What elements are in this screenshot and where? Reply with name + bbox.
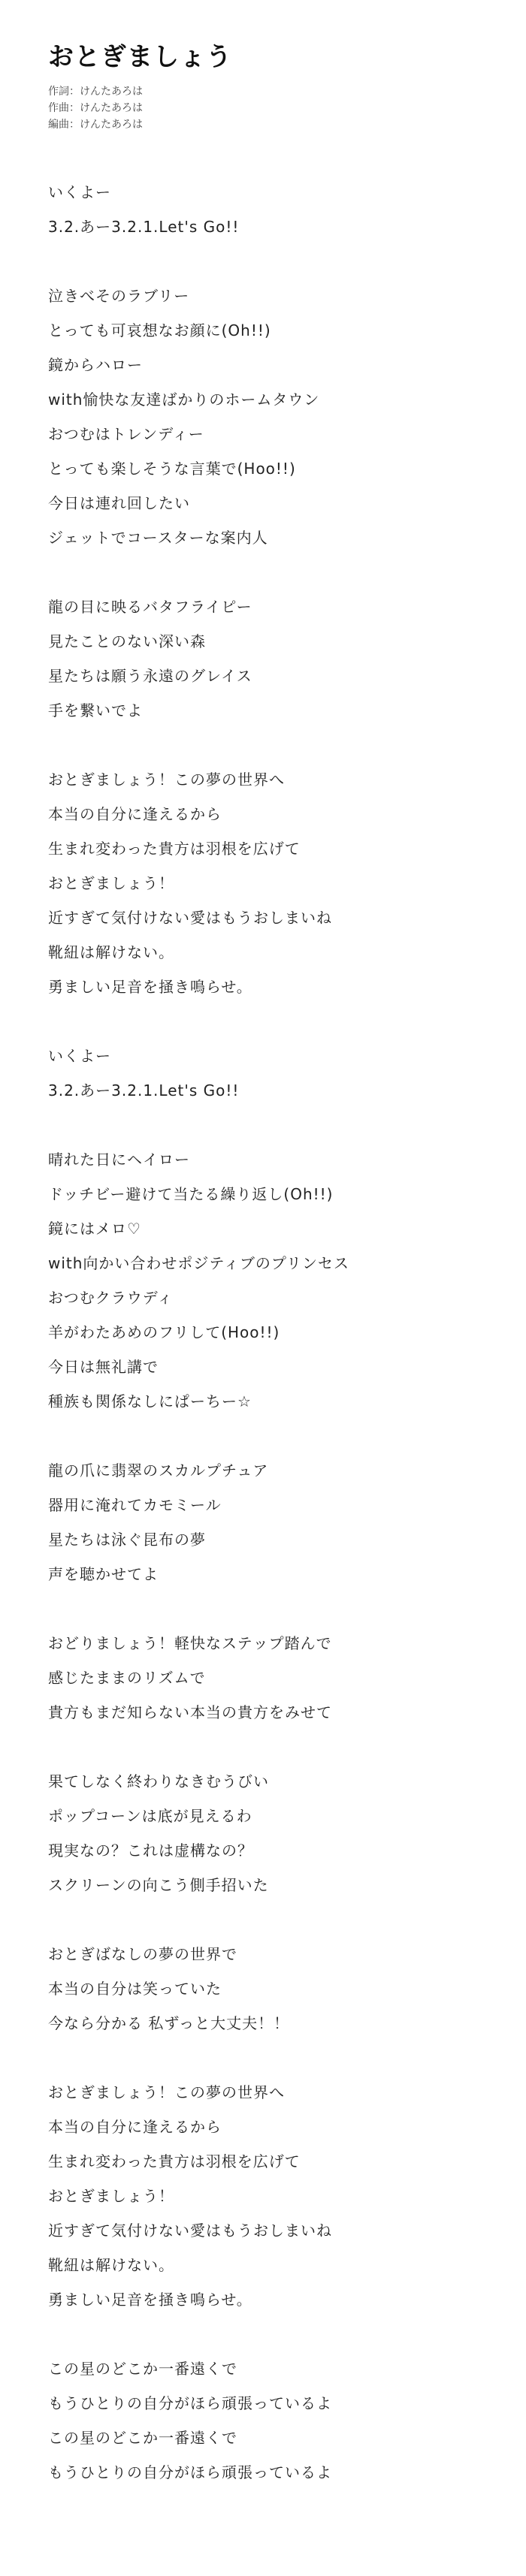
lyric-line: ドッチビー避けて当たる繰り返し(Oh!!) <box>48 1185 334 1203</box>
lyrics-stanza <box>48 1142 478 1419</box>
lyric-line: 現実なの？これは虚構なの？ <box>48 1842 253 1860</box>
lyrics-stanza <box>48 279 478 555</box>
lyric-line: 本当の自分に逢えるから <box>48 805 222 823</box>
lyric-line: 器用に淹れてカモミール <box>48 1496 222 1514</box>
lyric-line: 3.2.あー3.2.1.Let's Go!! <box>48 218 240 236</box>
lyric-line: 星たちは泳ぐ昆布の夢 <box>48 1531 206 1549</box>
lyrics-body <box>48 175 478 2490</box>
lyric-line: 近すぎて気付けない愛はもうおしまいね <box>48 2222 332 2240</box>
lyric-line: もうひとりの自分がほら頑張っているよ <box>48 2394 332 2412</box>
lyric-line: とっても可哀想なお顔に(Oh!!) <box>48 321 271 339</box>
lyrics-stanza <box>48 2075 478 2317</box>
lyric-line: 見たことのない深い森 <box>48 632 206 650</box>
lyric-line: 貴方もまだ知らない本当の貴方をみせて <box>48 1703 332 1721</box>
lyrics-stanza <box>48 1039 478 1108</box>
composer-credit: 作曲：けんたあろは <box>48 102 143 114</box>
lyric-line: with向かい合わせポジティブのプリンセス <box>48 1254 350 1272</box>
lyric-line: おどりましょう！軽快なステップ踏んで <box>48 1634 332 1652</box>
lyric-line: 鏡にはメロ♡ <box>48 1220 141 1238</box>
lyric-line: 近すぎて気付けない愛はもうおしまいね <box>48 909 332 927</box>
lyric-line: 今日は連れ回したい <box>48 494 190 512</box>
lyric-line: 泣きべそのラブリー <box>48 287 190 305</box>
lyrics-stanza <box>48 590 478 728</box>
lyric-line: おつむはトレンディー <box>48 425 204 443</box>
lyric-line: スクリーンの向こう側手招いた <box>48 1876 269 1894</box>
lyric-line: いくよー <box>48 183 111 201</box>
lyric-line: いくよー <box>48 1047 111 1065</box>
lyric-line: 龍の爪に翡翠のスカルプチュア <box>48 1461 269 1480</box>
lyric-line: ジェットでコースターな案内人 <box>48 529 268 547</box>
lyric-line: おとぎましょう！ <box>48 2187 174 2205</box>
lyric-line: 羊がわたあめのフリして(Hoo!!) <box>48 1323 280 1341</box>
lyric-line: 3.2.あー3.2.1.Let's Go!! <box>48 1081 240 1099</box>
lyric-line: 生まれ変わった貴方は羽根を広げて <box>48 2152 301 2170</box>
lyricist-credit: 作詞：けんたあろは <box>48 86 143 98</box>
lyric-line: おつむクラウディ <box>48 1289 174 1307</box>
lyrics-stanza <box>48 2351 478 2490</box>
lyrics-stanza <box>48 762 478 1004</box>
song-credits <box>48 83 478 133</box>
lyric-line: 果てしなく終わりなきむうびい <box>48 1772 269 1790</box>
lyric-line: 生まれ変わった貴方は羽根を広げて <box>48 840 301 858</box>
lyric-line: 今日は無礼講で <box>48 1358 159 1376</box>
song-title: おとぎましょう <box>48 42 232 72</box>
lyric-line: 感じたままのリズムで <box>48 1669 206 1687</box>
lyric-line: 手を繋いでよ <box>48 701 143 719</box>
lyric-line: 本当の自分は笑っていた <box>48 1980 222 1998</box>
lyric-line: この星のどこか一番遠くで <box>48 2360 237 2378</box>
lyric-line: 本当の自分に逢えるから <box>48 2118 222 2136</box>
lyric-line: 晴れた日にヘイロー <box>48 1151 190 1169</box>
lyric-line: 靴紐は解けない。 <box>48 2256 174 2274</box>
lyric-line: 靴紐は解けない。 <box>48 943 174 961</box>
lyric-line: おとぎばなしの夢の世界で <box>48 1945 237 1963</box>
arranger-credit: 編曲：けんたあろは <box>48 119 143 131</box>
lyric-line: おとぎましょう！この夢の世界へ <box>48 771 285 789</box>
lyric-line: 鏡からハロー <box>48 356 143 374</box>
lyric-line: おとぎましょう！ <box>48 874 174 892</box>
lyric-line: 種族も関係なしにぱーちー☆ <box>48 1392 252 1410</box>
lyric-line: もうひとりの自分がほら頑張っているよ <box>48 2463 332 2481</box>
lyrics-stanza <box>48 1453 478 1591</box>
lyric-line: 声を聴かせてよ <box>48 1565 159 1583</box>
lyric-line: with愉快な友達ばかりのホームタウン <box>48 391 320 409</box>
lyric-line: 勇ましい足音を掻き鳴らせ。 <box>48 978 252 996</box>
lyrics-stanza <box>48 1626 478 1730</box>
lyric-line: 今なら分かる 私ずっと大丈夫！！ <box>48 2014 290 2032</box>
lyric-line: 龍の目に映るバタフライピー <box>48 598 252 616</box>
lyric-line: とっても楽しそうな言葉で(Hoo!!) <box>48 460 296 478</box>
lyric-line: 勇ましい足音を掻き鳴らせ。 <box>48 2291 252 2309</box>
lyrics-stanza <box>48 1764 478 1902</box>
lyric-line: この星のどこか一番遠くで <box>48 2429 237 2447</box>
lyric-line: ポップコーンは底が見えるわ <box>48 1807 252 1825</box>
lyrics-stanza <box>48 1937 478 2041</box>
lyrics-stanza <box>48 175 478 244</box>
lyric-line: 星たちは願う永遠のグレイス <box>48 667 252 685</box>
lyric-line: おとぎましょう！この夢の世界へ <box>48 2083 285 2101</box>
